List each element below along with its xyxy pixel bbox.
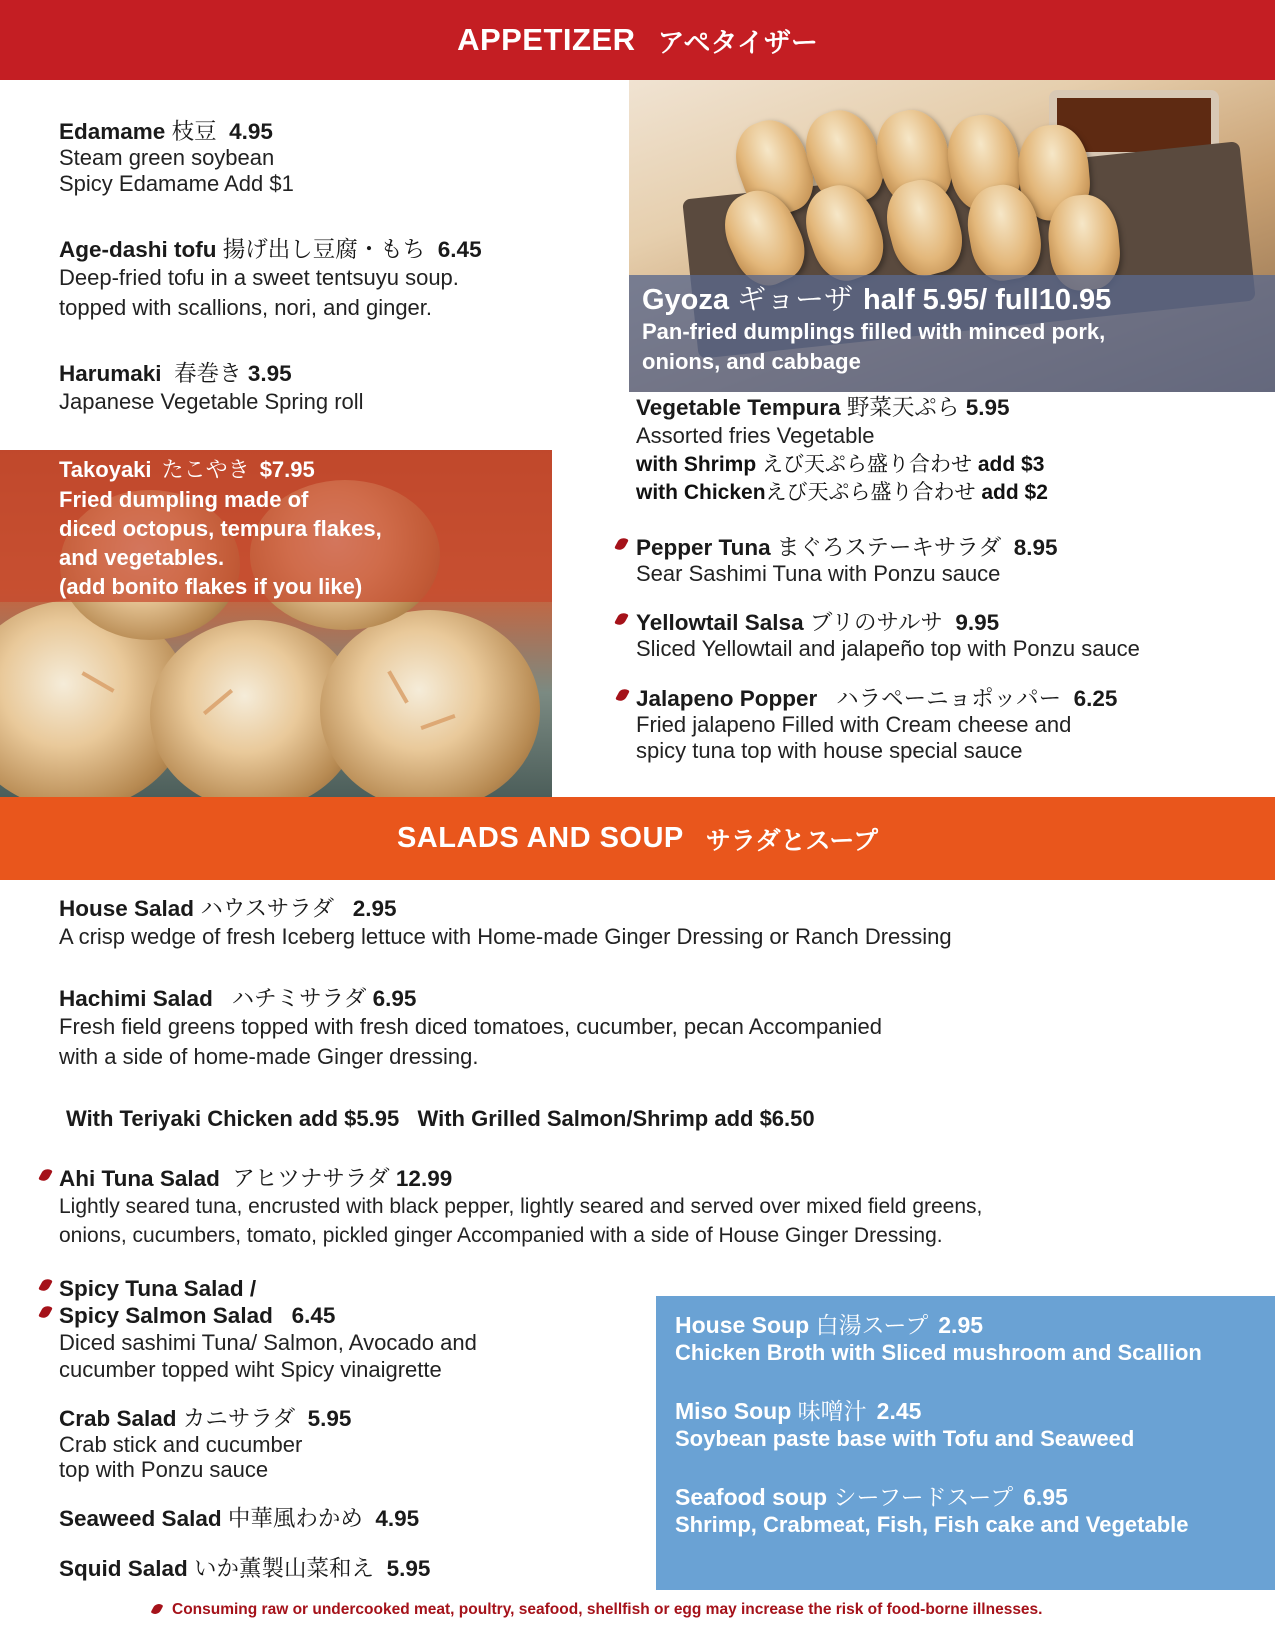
item-description: spicy tuna top with house special sauce	[636, 738, 1023, 763]
item-title: Harumaki 春巻き 3.95	[59, 361, 292, 386]
gyoza-description: onions, and cabbage	[642, 349, 861, 374]
tempura-option-shrimp: with Shrimp えび天ぷら盛り合わせ add $3	[636, 453, 1045, 476]
raw-warning-icon	[615, 687, 630, 704]
tempura-option-chicken: with Chickenえび天ぷら盛り合わせ add $2	[636, 481, 1048, 504]
item-description: Spicy Edamame Add $1	[59, 171, 294, 196]
menu-item-hachimi-salad	[59, 985, 882, 1072]
item-title: Age-dashi tofu 揚げ出し豆腐・もち 6.45	[59, 237, 482, 262]
item-title: Seaweed Salad 中華風わかめ 4.95	[59, 1506, 420, 1531]
item-description: top with Ponzu sauce	[59, 1457, 269, 1482]
raw-warning-icon	[614, 611, 629, 628]
salad-addons: With Teriyaki Chicken add $5.95 With Grilled Salmon/Shrimp add $6.50	[66, 1106, 815, 1131]
soup-title: Seafood soup シーフードスープ 6.95	[675, 1484, 1068, 1510]
item-description: Japanese Vegetable Spring roll	[59, 389, 364, 414]
menu-item-jalapeno-popper	[636, 685, 1117, 764]
takoyaki-title: Takoyaki たこやき $7.95	[59, 457, 315, 482]
item-description: A crisp wedge of fresh Iceberg lettuce with Home-made Ginger Dressing or Ranch Dressing	[59, 924, 952, 949]
salads-soup-header	[0, 797, 1275, 880]
raw-food-disclaimer: Consuming raw or undercooked meat, poultry, seafood, shellfish or egg may increase the risk of food-borne illnesses.	[172, 1601, 1043, 1618]
item-title: Hachimi Salad ハチミサラダ 6.95	[59, 986, 417, 1011]
item-description: onions, cucumbers, tomato, pickled ginger Accompanied with a side of House Ginger Dressing.	[59, 1224, 943, 1247]
item-title: Squid Salad いか薫製山菜和え 5.95	[59, 1556, 431, 1581]
menu-item-vegetable-tempura	[636, 394, 1048, 507]
menu-item-agedashi-tofu	[59, 236, 482, 323]
soup-item-house	[675, 1311, 1275, 1367]
soup-item-seafood	[675, 1483, 1275, 1539]
raw-warning-icon	[614, 536, 629, 553]
item-description: Diced sashimi Tuna/ Salmon, Avocado and	[59, 1330, 477, 1355]
item-description: Sear Sashimi Tuna with Ponzu sauce	[636, 561, 1001, 586]
menu-item-harumaki	[59, 360, 364, 417]
item-title: Ahi Tuna Salad アヒツナサラダ 12.99	[59, 1166, 453, 1191]
item-title: Yellowtail Salsa ブリのサルサ 9.95	[636, 610, 1000, 635]
item-title: Vegetable Tempura 野菜天ぷら 5.95	[636, 395, 1010, 420]
soup-item-miso	[675, 1397, 1275, 1453]
soup-description: Soybean paste base with Tofu and Seaweed	[675, 1426, 1135, 1451]
item-title: House Salad ハウスサラダ 2.95	[59, 896, 397, 921]
menu-item-yellowtail-salsa	[636, 609, 1140, 662]
raw-warning-icon	[38, 1167, 53, 1184]
takoyaki-caption	[0, 450, 552, 602]
item-description: Fried jalapeno Filled with Cream cheese and	[636, 712, 1072, 737]
raw-warning-icon	[151, 1602, 164, 1616]
raw-warning-icon	[38, 1304, 53, 1321]
item-title: Spicy Salmon Salad 6.45	[59, 1303, 336, 1328]
takoyaki-description: and vegetables.	[59, 545, 225, 570]
gyoza-description: Pan-fried dumplings filled with minced pork,	[642, 319, 1106, 344]
salads-header-en: SALADS AND SOUP	[396, 822, 684, 854]
item-description: Deep-fried tofu in a sweet tentsuyu soup.	[59, 265, 459, 290]
menu-item-seaweed-salad	[59, 1505, 419, 1532]
appetizer-header-en: APPETIZER	[457, 22, 636, 57]
item-title: Jalapeno Popper ハラペーニョポッパー 6.25	[636, 686, 1118, 711]
item-description: Steam green soybean	[59, 145, 275, 170]
item-description: topped with scallions, nori, and ginger.	[59, 295, 433, 320]
soup-title: House Soup 白湯スープ 2.95	[675, 1312, 984, 1338]
appetizer-header-jp: アペタイザー	[657, 27, 818, 58]
menu-item-pepper-tuna	[636, 534, 1058, 587]
item-title: Spicy Tuna Salad /	[59, 1276, 257, 1301]
appetizer-header	[0, 0, 1275, 80]
item-title: Edamame 枝豆 4.95	[59, 119, 273, 144]
menu-item-house-salad	[59, 895, 952, 952]
menu-item-ahi-tuna-salad	[59, 1165, 982, 1250]
takoyaki-ball	[320, 610, 540, 797]
menu-item-squid-salad	[59, 1555, 430, 1582]
menu-item-crab-salad	[59, 1405, 351, 1482]
takoyaki-description: diced octopus, tempura flakes,	[59, 516, 382, 541]
item-description: Lightly seared tuna, encrusted with black pepper, lightly seared and served over mixed field greens,	[59, 1195, 983, 1218]
raw-warning-icon	[38, 1277, 53, 1294]
item-description: cucumber topped wiht Spicy vinaigrette	[59, 1357, 442, 1382]
item-description: with a side of home-made Ginger dressing.	[59, 1044, 479, 1069]
soup-section	[656, 1296, 1275, 1590]
menu-item-spicy-tuna-salmon-salad	[59, 1275, 477, 1383]
gyoza-title: Gyoza ギョーザ half 5.95/ full10.95	[642, 284, 1112, 316]
item-title: Crab Salad カニサラダ 5.95	[59, 1406, 352, 1431]
soup-description: Chicken Broth with Sliced mushroom and Scallion	[675, 1340, 1202, 1365]
gyoza-caption	[629, 275, 1275, 392]
soup-title: Miso Soup 味噌汁 2.45	[675, 1398, 922, 1424]
salads-header-jp: サラダとスープ	[705, 826, 879, 855]
menu-item-edamame	[59, 118, 294, 197]
item-description: Sliced Yellowtail and jalapeño top with Ponzu sauce	[636, 636, 1140, 661]
soup-description: Shrimp, Crabmeat, Fish, Fish cake and Vegetable	[675, 1512, 1189, 1537]
item-title: Pepper Tuna まぐろステーキサラダ 8.95	[636, 535, 1058, 560]
item-description: Crab stick and cucumber	[59, 1432, 303, 1457]
takoyaki-description: Fried dumpling made of	[59, 487, 309, 512]
takoyaki-description: (add bonito flakes if you like)	[59, 574, 363, 599]
item-description: Fresh field greens topped with fresh diced tomatoes, cucumber, pecan Accompanied	[59, 1014, 883, 1039]
item-description: Assorted fries Vegetable	[636, 423, 875, 448]
